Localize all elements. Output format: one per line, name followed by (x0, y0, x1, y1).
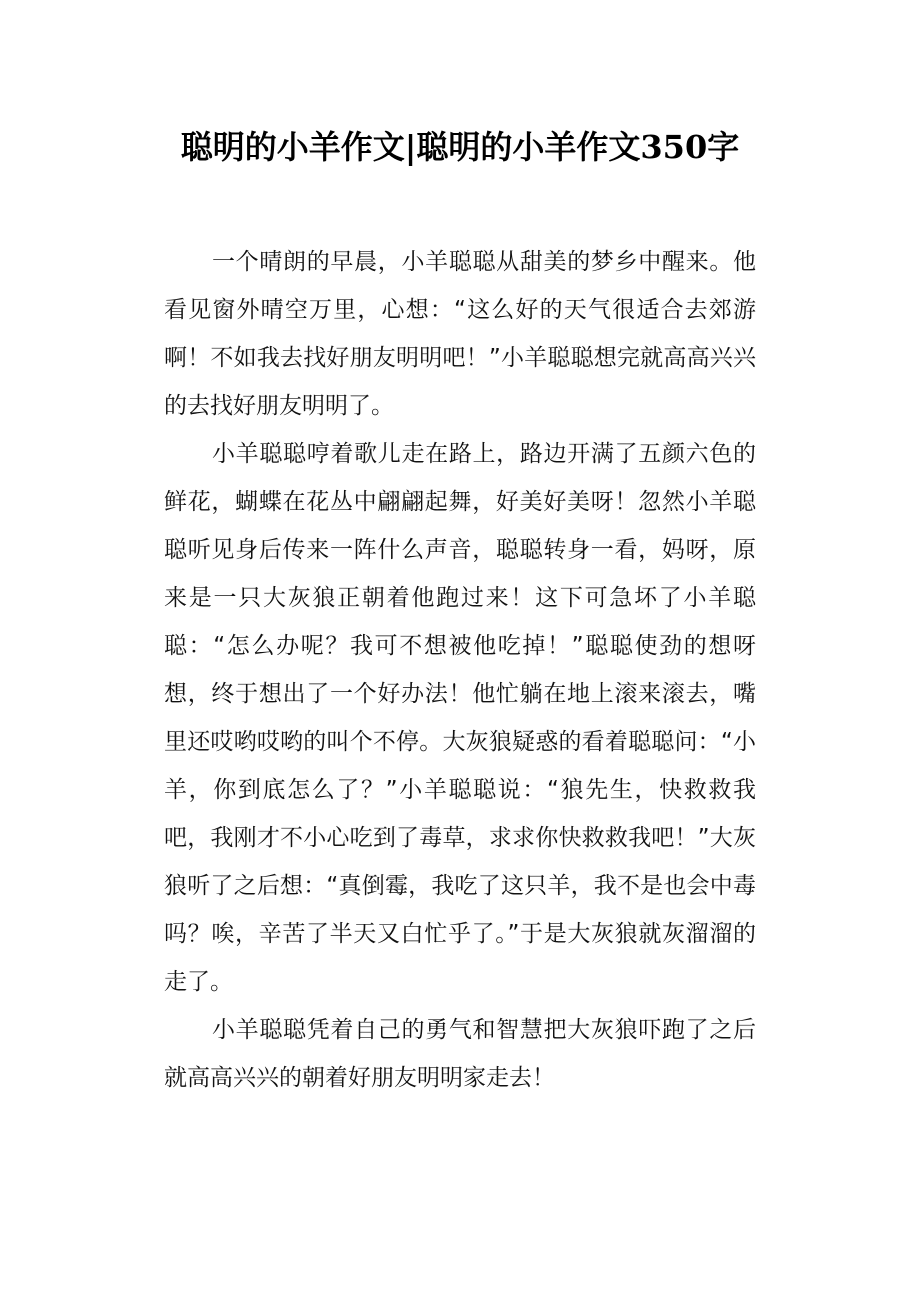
paragraph-3: 小羊聪聪凭着自己的勇气和智慧把大灰狼吓跑了之后就高高兴兴的朝着好朋友明明家走去！ (164, 1017, 756, 1091)
document-body (164, 238, 756, 1102)
document-title: 聪明的小羊作文|聪明的小羊作文350字 (180, 128, 740, 166)
paragraph-2: 小羊聪聪哼着歌儿走在路上，路边开满了五颜六色的鲜花，蝴蝶在花丛中翩翩起舞，好美好美呀！忽然小羊聪聪听见身后传来一阵什么声音，聪聪转身一看，妈呀，原来是一只大灰狼正朝着他跑过来！这下可急坏了小羊聪聪：“怎么办呢？我可不想被他吃掉！”聪聪使劲的想呀想，终于想出了一个好办法！他忙躺在地上滚来滚去，嘴里还哎哟哎哟的叫个不停。大灰狼疑惑的看着聪聪问：“小羊，你到底怎么了？”小羊聪聪说：“狼先生，快救救我吧，我刚才不小心吃到了毒草，求求你快救救我吧！”大灰狼听了之后想：“真倒霉，我吃了这只羊，我不是也会中毒吗？唉，辛苦了半天又白忙乎了。”于是大灰狼就灰溜溜的走了。 (164, 441, 756, 995)
paragraph-1: 一个晴朗的早晨，小羊聪聪从甜美的梦乡中醒来。他看见窗外晴空万里，心想：“这么好的天气很适合去郊游啊！不如我去找好朋友明明吧！”小羊聪聪想完就高高兴兴的去找好朋友明明了。 (164, 249, 756, 419)
